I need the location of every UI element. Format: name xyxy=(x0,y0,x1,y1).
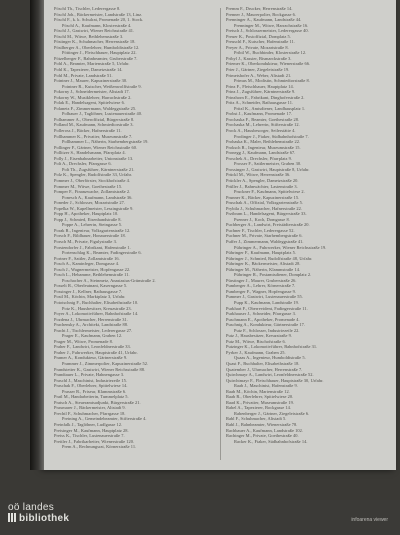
directory-entry: Pühringer M., Näherin, Klammstraße 14. xyxy=(226,266,301,272)
directory-entry: Prammer J., Zimmerpolier, Kapuzinerstraße 52. xyxy=(62,361,149,366)
directory-entry: Pronegg J., Kaufmann, Landstraße 67. xyxy=(226,150,296,156)
directory-entry: Popelka W., Kapellmeister, Lessingstraße 9. xyxy=(54,205,134,211)
directory-entry: Pötzelberger F., Bahnbeamter, Gruberstraße 7. xyxy=(54,55,138,61)
directory-entry: Puschnig A., Kondukteur, Gärtnerstraße 17. xyxy=(226,322,305,328)
directory-entry: Praher F., Landwirt, Leonfeldnerstraße 33. xyxy=(54,344,131,350)
directory-entry: Pöschl Joh., Bäckermeister, Landstraße 13, Linz. xyxy=(54,11,143,17)
directory-entry: Przibram L., Handelsagent, Bürgerstraße 33. xyxy=(226,211,307,217)
directory-entry: Pribil W., Buchbinder, Klosterstraße 12. xyxy=(234,50,307,56)
directory-entry: Prandtauer L., Private, Hahnengasse 3. xyxy=(54,372,125,378)
directory-entry: Prinzhorn E., Fabrikant, Dinghoferstraße 2. xyxy=(226,94,305,100)
directory-entry: Pöschl F., k. k. Schulrat, Promenade 20, 1. Stock. xyxy=(54,17,144,23)
directory-entry: Pollhammer K., Privatier, Museumstraße 7. xyxy=(54,133,133,139)
directory-entry: Popp H., Apotheker, Hauptplatz 10. xyxy=(54,211,119,217)
directory-entry: Quatember J., Uhrmacher, Herrenstraße 7. xyxy=(226,366,303,372)
directory-entry: Pyrker J., Kaufmann, Graben 25. xyxy=(226,349,286,355)
directory-entry: Polhammer A., Oberoffizial, Bürgerstraße 8. xyxy=(54,116,135,122)
directory-entry: Pöschl Th., Tischler, Lederergasse 8. xyxy=(54,6,121,11)
directory-entry: Pummer J., Gastwirt, Lustenauerstraße 55. xyxy=(226,294,303,300)
directory-entry: Prenninger M., Witwe, Harrachstraße 16. xyxy=(234,22,309,28)
directory-entry: Poyer A., Lokomotivführer, Bahnhofstraße 14. xyxy=(54,311,139,317)
right-column xyxy=(226,6,394,464)
directory-entry: Pruckner F., Kaufmann, Spittelwiese 2. xyxy=(234,189,305,195)
directory-entry: Rabl J., Bahnbeamter, Wienerstraße 78. xyxy=(226,422,298,428)
directory-entry: Prückl M., Witwe, Herrenstraße 36. xyxy=(226,172,291,178)
directory-entry: Prossinger J., Gastwirt, Hauptstraße 8, Urfahr. xyxy=(226,166,310,172)
directory-entry: Pritzl K., Amtsdiener, Landhausplatz 1. xyxy=(234,105,306,111)
directory-entry: Pühringer R., Postamtsdiener, Domplatz 2. xyxy=(234,272,312,278)
directory-entry: Prechtl F., Schuhmacher, Pfarrgasse 18. xyxy=(54,410,126,416)
directory-entry: Pointner J., Maurer, Kapuzinerstraße 30. xyxy=(54,78,128,84)
directory-entry: Prem A., Rechnungsrat, Körnerstraße 11. xyxy=(62,444,137,450)
directory-entry: Pühringer F., Kaufmann, Hauptplatz 5. xyxy=(226,250,297,256)
directory-entry: Preiss K., Tischler, Lustenauerstraße 7. xyxy=(54,433,125,439)
directory-entry: Puschmann E., Apotheker, Promenade 4. xyxy=(226,316,300,322)
directory-entry: Raab J., Maschinist, Hafenstraße 9. xyxy=(234,383,298,389)
directory-entry: Proksch R., Ingenieur, Museumstraße 15. xyxy=(226,144,301,150)
directory-entry: Polak E., Handelsagent, Spittelwiese 6. xyxy=(54,100,125,106)
directory-entry: Pollitzer S., Handelsmann, Pfarrplatz 4. xyxy=(54,150,126,156)
directory-entry: Prybila J., Schuhmacher, Hafnerstraße 22. xyxy=(226,205,303,211)
directory-entry: Prüller J., Bahnwächter, Lastenstraße 3. xyxy=(226,183,298,189)
directory-entry: Prager E., Kaufmann, Graben 12. xyxy=(62,333,123,339)
directory-entry: Posch J., Wagnermeister, Hopfengasse 22. xyxy=(54,266,131,272)
logo-text-line1: oö landes xyxy=(8,502,55,513)
directory-entry: Pokorny W., Musiklehrer, Harrachstraße 2. xyxy=(54,94,132,100)
directory-entry: Possinger J., Kellner, Rathausgasse 7. xyxy=(54,288,123,294)
directory-entry: Prager M., Witwe, Promenade 8. xyxy=(54,338,114,344)
viewer-label[interactable]: infoarena viewer xyxy=(351,517,388,523)
directory-entry: Prachensky A., Architekt, Landstraße 88. xyxy=(54,322,129,328)
directory-entry: Pöschl M., Witwe, Bethlehemstraße 3. xyxy=(54,33,124,39)
directory-entry: Porak R., Ingenieur, Volksgartenstraße 12. xyxy=(54,227,131,233)
directory-entry: Prückler A., Spengler, Dametzstraße 20. xyxy=(226,177,299,183)
directory-entry: Pühringer K., Bäckermeister, Altstadt 28. xyxy=(226,261,301,267)
directory-entry: Preining A., Gemeindebeamter, Stifterstraße 4. xyxy=(62,416,147,422)
directory-entry: Rabenberger J., Gärtner, Ziegeleistraße 6. xyxy=(234,410,310,416)
directory-entry: Pramer A., Kondukteur, Gärtnerstraße 9. xyxy=(54,355,128,361)
directory-entry: Preyer A., Private, Mozartstraße 8. xyxy=(226,44,289,50)
directory-entry: Polleross J., Bäcker, Hafnerstraße 11. xyxy=(54,128,122,134)
directory-entry: Portenschlag K., Beamter, Fadingerstraße 6. xyxy=(62,250,142,256)
directory-entry: Posselt R., Oberleutnant, Kaserngasse 5. xyxy=(54,283,128,289)
directory-entry: Praxmarer J., Bäckermeister, Altstadt 9. xyxy=(54,405,126,411)
directory-entry: Potz K., Hausbesitzer, Kreuzstraße 23. xyxy=(62,305,132,311)
directory-entry: Pupp K., Kaufmann, Landstraße 19. xyxy=(234,299,300,305)
directory-entry: Polly J., Eisenbahnarbeiter, Unionstraße 13. xyxy=(54,155,134,161)
directory-entry: Premm F., Drucker, Herrenstraße 14. xyxy=(226,6,293,11)
directory-entry: Polz K., Spengler, Rudolfstraße 33, Urfahr. xyxy=(54,172,133,178)
directory-entry: Puffer J., Zimmermann, Waldeggstraße 41. xyxy=(226,238,304,244)
directory-entry: Portner F., Sattler, Zollamtstraße 16. xyxy=(54,255,120,261)
directory-entry: Probst J., Kaufmann, Promenade 17. xyxy=(226,111,293,117)
directory-entry: Pollhammer L., Näherin, Starhembergstraße 19. xyxy=(62,139,149,145)
directory-entry: Preitler J., Fabrikarbeiter, Wienerstraße 120. xyxy=(54,438,135,444)
directory-entry: Pöstlberger A., Oberlehrer, Humboldtstraße 12. xyxy=(54,44,140,50)
directory-entry: Pomper F., Finanzwache, Zollamtstraße 2. xyxy=(54,189,131,195)
directory-entry: Putz F., Schlosser, Industriezeile 22. xyxy=(234,327,300,333)
directory-entry: Proschek A., Drechsler, Pfarrplatz 9. xyxy=(226,155,293,161)
library-logo[interactable] xyxy=(8,503,69,525)
directory-entry: Putz M., Witwe, Bischofstraße 6. xyxy=(226,338,286,344)
directory-entry: Racker K., Fiaker, Südbahnhofstraße 14. xyxy=(234,438,308,444)
directory-entry: Posch L., Hebamme, Bethlehemstraße 11. xyxy=(54,272,130,278)
directory-entry: Pühringer J., Schmied, Rudolfstraße 48, Urfahr. xyxy=(226,255,313,261)
directory-entry: Quast F., Buchhalter, Elisabethstraße 18. xyxy=(226,361,300,366)
directory-entry: Rachinger M., Private, Goethestraße 40. xyxy=(226,433,299,439)
directory-entry: Pohl K., Tapezierer, Dametzstraße 14. xyxy=(54,67,123,73)
directory-entry: Quaas A., Ingenieur, Humboldtstraße 5. xyxy=(234,355,306,361)
directory-entry: Poschacher A., Steinmetz, Anastasius-Grünstraße 2. xyxy=(62,277,156,283)
directory-entry: Pöstinger K., Schuhmacher, Herrenstraße 18. xyxy=(54,39,136,45)
directory-entry: Preisinger M., Kaufmann, Hauptplatz 28. xyxy=(54,427,129,433)
directory-entry: Raad K., Privatier, Museumstraße 19. xyxy=(226,399,294,405)
directory-entry: Pozdena J., Uhrmacher, Herrenstraße 31. xyxy=(54,316,128,322)
directory-entry: Porstendorfer J., Fabrikant, Hafenstraße 1. xyxy=(54,244,131,250)
directory-entry: Pratsch A., Steueramtsadjunkt, Bürgerstraße 21. xyxy=(54,399,141,405)
directory-entry: Pribyl J., Kassier, Bismarckstraße 3. xyxy=(226,55,292,61)
directory-entry: Pokorny J., Schneidermeister, Altstadt 17. xyxy=(54,89,130,95)
directory-entry: Puchberger A., Landwirt, Freistädterstraße 20. xyxy=(226,222,310,228)
directory-entry: Pöschl A., Kaufmann, Klosterstraße 4. xyxy=(62,22,132,28)
directory-entry: Prosser F., Sattlermeister, Graben 30. xyxy=(234,161,302,167)
directory-entry: Prock A., Hausbesorger, Seilerstätte 4. xyxy=(226,128,296,134)
directory-entry: Polt Th., Zugsführer, Kärntnerstraße 21. xyxy=(62,166,135,172)
directory-entry: Raab R., Oberlehrer, Spittelwiese 20. xyxy=(226,394,294,400)
directory-entry: Purkhart F., Oberrevident, Fadingerstraße 11. xyxy=(226,305,308,311)
logo-text-line2-label: bibliothek xyxy=(19,513,70,524)
directory-entry: Praschl J., Maschinist, Industriezeile 15. xyxy=(54,377,128,383)
directory-entry: Prochaska F., Beamter, Goethestraße 28. xyxy=(226,116,300,122)
directory-entry: Pumberger F., Wagner, Hopfengasse 9. xyxy=(226,288,297,294)
column-divider xyxy=(220,8,221,460)
directory-entry: Ponesch A., Kaufmann, Landstraße 36. xyxy=(62,194,133,200)
directory-entry: Poppe A., Lehrerin, Steingasse 5. xyxy=(62,222,123,228)
directory-entry: Puchner M., Private, Starhembergstraße 6. xyxy=(226,233,303,239)
directory-entry: Pommer M., Witwe, Goethestraße 15. xyxy=(54,183,123,189)
directory-entry: Primus M., Modistin, Schmiedtorstraße 8. xyxy=(234,78,310,84)
directory-entry: Primetshofer A., Weber, Altstadt 21. xyxy=(226,72,292,78)
directory-entry: Pratl M., Handarbeiterin, Tummelplatz 5. xyxy=(54,394,129,400)
directory-entry: Pürstinger J., Maurer, Gruberstraße 26. xyxy=(226,277,297,283)
logo-bars-icon xyxy=(8,513,16,522)
directory-entry: Quirchtmayr F., Fleischhauer, Hauptstraße 30, Urfahr. xyxy=(226,377,324,383)
directory-entry: Rabl F., Schuhmacher, Altstadt 5. xyxy=(226,416,287,422)
directory-entry: Purkhauser J., Schneider, Pfarrgasse 3. xyxy=(226,311,296,317)
directory-entry: Pretsch J., Schlossermeister, Lederergasse 40. xyxy=(226,28,309,34)
directory-entry: Pruschak A., Offizial, Volksgartenstraße 5. xyxy=(226,200,304,206)
logo-text-line2 xyxy=(8,513,69,525)
directory-entry: Putz J., Hausbesitzer, Kreuzstraße 9. xyxy=(226,333,293,339)
directory-entry: Polbauer J., Taglöhner, Lustenauerstraße 40. xyxy=(62,111,143,117)
scanned-page xyxy=(44,0,396,470)
directory-entry: Prasser R., Friseur, Klammstraße 6. xyxy=(62,388,127,394)
directory-entry: Praschak F., Oberlehrer, Spittelwiese 14. xyxy=(54,383,128,389)
directory-entry: Prinz F., Fleischhauer, Hauptplatz 14. xyxy=(226,83,294,89)
directory-entry: Polland M., Kaufmann, Schmiedtorstraße 3. xyxy=(54,122,134,128)
directory-entry: Poneder J., Schlosser, Mozartstraße 27. xyxy=(54,200,126,206)
directory-entry: Priemer K., Oberkondukteur, Wienerstraße 66. xyxy=(226,61,311,67)
directory-entry: Prier J., Gärtner, Ziegeleistraße 19. xyxy=(226,67,290,73)
directory-entry: Prunner K., Bäcker, Kapuzinerstraße 15. xyxy=(226,194,300,200)
directory-entry: Pohl M., Private, Landstraße 51. xyxy=(54,72,113,78)
directory-entry: Prenninger A., Kaufmann, Landstraße 44. xyxy=(226,17,302,23)
directory-entry: Pühringer A., Fuhrwerker, Wiener Reichsstraße 19. xyxy=(234,244,327,250)
directory-entry: Pollinger F., Gärtner, Wiener Reichsstraße 60. xyxy=(54,144,138,150)
directory-entry: Prandstetter K., Gastwirt, Wiener Reichsstraße 88. xyxy=(54,366,146,372)
directory-entry: Polanetz F., Zimmermann, Waldeggstraße 25. xyxy=(54,105,137,111)
directory-entry: Psenner J., Koch, Domgasse 8. xyxy=(234,216,290,222)
directory-entry: Prenner J., Maurerpolier, Bockgasse 6. xyxy=(226,11,297,17)
directory-entry: Pohl A., Beamter, Marienstraße 5, Urfahr. xyxy=(54,61,130,67)
directory-entry: Putzinger K., Lokomotivführer, Bahnhofstraße 31. xyxy=(226,344,318,350)
directory-entry: Popp J., Schmied, Eisenhandstraße 8. xyxy=(54,216,122,222)
directory-entry: Praher J., Fuhrwerker, Hauptstraße 41, Urfahr. xyxy=(54,349,138,355)
directory-entry: Preuschl F., Kutscher, Hafenstraße 11. xyxy=(226,39,296,45)
directory-entry: Porsch F., Bildhauer, Honauerstraße 18. xyxy=(54,233,126,239)
directory-entry: Prinz J., Zugsführer, Kärntnerstraße 9. xyxy=(226,89,296,95)
directory-entry: Pommer J., Oberförster, Stockhofstraße 4. xyxy=(54,177,131,183)
left-column xyxy=(54,6,222,464)
directory-entry: Prodinger J., Fiaker, Südbahnhofstraße 7. xyxy=(234,133,309,139)
directory-entry: Pritz A., Schneider, Rathausgasse 11. xyxy=(226,100,294,106)
directory-entry: Rachbauer A., Kaufmann, Landstraße 102. xyxy=(226,427,304,433)
directory-entry: Rabel A., Tapezierer, Bockgasse 14. xyxy=(226,405,292,411)
directory-entry: Pöttinger J., Fleischhauer, Hauptplatz 22. xyxy=(62,50,137,56)
directory-entry: Raab M., Köchin, Marienstraße 12. xyxy=(226,388,290,394)
directory-entry: Pumberger A., Lehrer, Körnerstraße 7. xyxy=(226,283,296,289)
directory-entry: Postl M., Köchin, Marktplatz 3, Urfahr. xyxy=(54,294,126,300)
directory-entry: Puchner F., Tischler, Lederergasse 52. xyxy=(226,227,295,233)
directory-entry: Pracht J., Tischlermeister, Lederergasse 27. xyxy=(54,327,133,333)
directory-entry: Posch A., Kaminfeger, Domgasse 4. xyxy=(54,261,120,267)
directory-entry: Prohaska K., Maler, Bethlehemstraße 22. xyxy=(226,139,301,145)
directory-entry: Pöschl J., Gastwirt, Wiener Reichsstraße 41. xyxy=(54,28,135,34)
directory-entry: Preuer K., Postoffizial, Domplatz 5. xyxy=(226,33,291,39)
directory-entry: Pointner R., Kutscher, Weißenwolffstraße 9. xyxy=(62,83,142,89)
directory-entry: Quirchmayr A., Landwirt, Leonfeldnerstraße 52. xyxy=(226,372,314,378)
directory-entry: Porsch M., Private, Figulystraße 3. xyxy=(54,238,117,244)
directory-entry: Polt A., Drechsler, Pfarrgasse 6. xyxy=(54,161,112,167)
directory-entry: Preinfalk J., Taglöhner, Ludlgasse 12. xyxy=(54,422,123,428)
directory-entry: Pototschnig F., Buchhalter, Elisabethstraße 10. xyxy=(54,299,139,305)
directory-entry: Prochaska M., Lehrerin, Stifterstraße 12. xyxy=(226,122,300,128)
